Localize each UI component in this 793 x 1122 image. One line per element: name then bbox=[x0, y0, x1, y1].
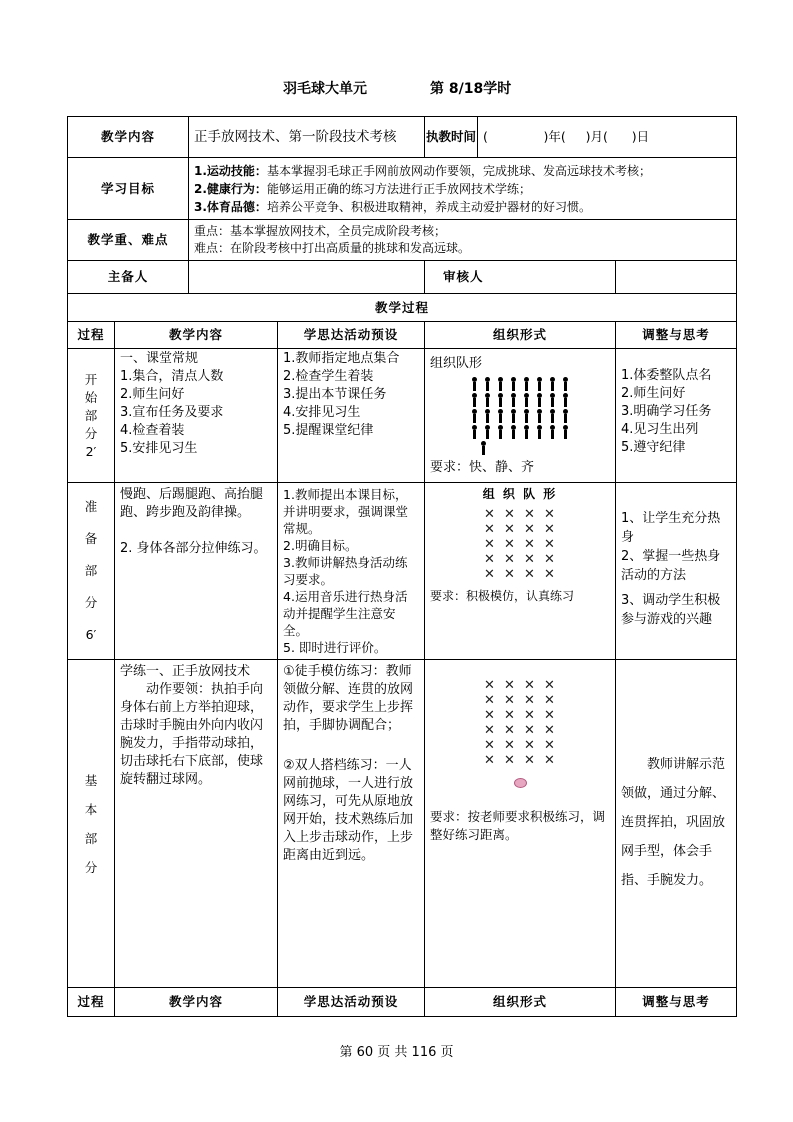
cross-mark-icon: ✕ bbox=[484, 753, 495, 768]
preparer-value bbox=[189, 261, 425, 294]
page-number: 第 60 页 共 116 页 bbox=[339, 1045, 454, 1060]
main-content-body: 动作要领：执拍手向身体右前上方举拍迎球，击球时手腕由外向内收闪腕发力，手指带动球拍，切击球托右下底部，使球旋转翻过球网。 bbox=[120, 682, 264, 787]
formation-note: 要求：快、静、齐 bbox=[430, 460, 535, 475]
key-points-label: 教学重、难点 bbox=[68, 220, 189, 261]
standing-person-icon bbox=[484, 393, 491, 408]
cross-mark-icon: ✕ bbox=[544, 708, 555, 723]
cross-mark-icon: ✕ bbox=[524, 738, 535, 753]
standing-person-icon bbox=[471, 409, 478, 424]
cross-mark-icon: ✕ bbox=[524, 723, 535, 738]
cross-mark-icon: ✕ bbox=[544, 753, 555, 768]
preparer-label: 主备人 bbox=[68, 261, 189, 294]
standing-person-icon bbox=[549, 377, 556, 392]
cross-mark-icon: ✕ bbox=[484, 537, 495, 552]
col-header-content: 教学内容 bbox=[115, 988, 278, 1017]
cross-mark-icon: ✕ bbox=[524, 753, 535, 768]
cross-mark-icon: ✕ bbox=[504, 522, 515, 537]
standing-person-icon bbox=[497, 425, 504, 440]
warmup-reflection: 1、让学生充分热身 2、掌握一些热身活动的方法 3、调动学生积极参与游戏的兴趣 bbox=[616, 483, 737, 660]
cross-mark-icon: ✕ bbox=[544, 507, 555, 522]
standing-person-icon bbox=[536, 425, 543, 440]
cross-mark-icon: ✕ bbox=[524, 678, 535, 693]
cross-mark-icon: ✕ bbox=[504, 507, 515, 522]
standing-person-icon bbox=[484, 425, 491, 440]
standing-person-icon bbox=[497, 393, 504, 408]
process-title: 教学过程 bbox=[68, 294, 737, 322]
standing-person-icon bbox=[523, 393, 530, 408]
cross-mark-icon: ✕ bbox=[504, 678, 515, 693]
cross-mark-icon: ✕ bbox=[504, 708, 515, 723]
main-reflection: 教师讲解示范领做，通过分解、连贯挥拍，巩固放网手型，体会手指、手腕发力。 bbox=[616, 660, 737, 988]
standing-person-icon bbox=[510, 409, 517, 424]
cross-mark-icon: ✕ bbox=[544, 738, 555, 753]
standing-person-icon bbox=[562, 425, 569, 440]
cross-mark-icon: ✕ bbox=[484, 678, 495, 693]
col-header-reflection: 调整与思考 bbox=[616, 322, 737, 349]
cross-mark-icon: ✕ bbox=[524, 708, 535, 723]
standing-person-icon bbox=[536, 377, 543, 392]
standing-person-icon bbox=[480, 441, 487, 456]
shuttlecock-icon bbox=[514, 778, 527, 788]
standing-person-icon bbox=[510, 393, 517, 408]
cross-mark-icon: ✕ bbox=[504, 567, 515, 582]
cross-mark-icon: ✕ bbox=[524, 507, 535, 522]
col-header-reflection: 调整与思考 bbox=[616, 988, 737, 1017]
cross-mark-icon: ✕ bbox=[544, 567, 555, 582]
warmup-activities: 1.教师提出本课目标，并讲明要求，强调课堂常规。 2.明确目标。 3.教师讲解热身活动练习要求。 4.运用音乐进行热身活动并提醒学生注意安全。 5. 即时进行评价。 bbox=[278, 483, 425, 660]
formation-title: 组 织 队 形 bbox=[482, 487, 558, 501]
goal-item: 2.健康行为：能够运用正确的练习方法进行正手放网技术学练； bbox=[194, 181, 531, 196]
col-header-activities: 学思达活动预设 bbox=[278, 322, 425, 349]
standing-person-icon bbox=[562, 393, 569, 408]
standing-person-icon bbox=[549, 393, 556, 408]
lesson-plan-table bbox=[67, 116, 737, 1017]
cross-mark-icon: ✕ bbox=[504, 693, 515, 708]
cross-mark-icon: ✕ bbox=[544, 693, 555, 708]
cross-mark-icon: ✕ bbox=[504, 552, 515, 567]
cross-mark-icon: ✕ bbox=[524, 567, 535, 582]
cross-mark-icon: ✕ bbox=[484, 507, 495, 522]
reviewer-label: 审核人 bbox=[425, 261, 616, 294]
standing-person-icon bbox=[471, 425, 478, 440]
cross-mark-icon: ✕ bbox=[524, 537, 535, 552]
warmup-organization bbox=[425, 483, 616, 660]
formation-note: 要求：按老师要求积极练习，调整好练习距离。 bbox=[430, 809, 606, 842]
standing-person-icon bbox=[484, 377, 491, 392]
standing-person-icon bbox=[471, 393, 478, 408]
key-point-item: 重点：基本掌握放网技术，全员完成阶段考核； bbox=[194, 224, 447, 238]
cross-mark-icon: ✕ bbox=[504, 738, 515, 753]
stage-main: 基 本 部 分 bbox=[68, 660, 115, 988]
col-header-content: 教学内容 bbox=[115, 322, 278, 349]
goal-item: 1.运动技能：基本掌握羽毛球正手网前放网动作要领，完成挑球、发高远球技术考核； bbox=[194, 163, 651, 178]
opening-content: 一、课堂常规 1.集合，清点人数 2.师生问好 3.宣布任务及要求 4.检查着装 5.安排见习生 bbox=[115, 349, 278, 483]
formation-title: 组织队形 bbox=[430, 356, 483, 371]
standing-person-icon bbox=[471, 377, 478, 392]
content-value: 正手放网技术、第一阶段技术考核 bbox=[189, 117, 425, 158]
standing-person-icon bbox=[549, 409, 556, 424]
date-label: 执教时间 bbox=[425, 117, 478, 158]
reviewer-value bbox=[616, 261, 737, 294]
cross-mark-icon: ✕ bbox=[544, 537, 555, 552]
standing-person-icon bbox=[562, 377, 569, 392]
key-points bbox=[189, 220, 737, 261]
standing-person-icon bbox=[523, 409, 530, 424]
standing-person-icon bbox=[510, 425, 517, 440]
goals-label: 学习目标 bbox=[68, 158, 189, 220]
standing-person-icon bbox=[523, 377, 530, 392]
cross-mark-icon: ✕ bbox=[484, 552, 495, 567]
cross-mark-icon: ✕ bbox=[524, 552, 535, 567]
col-header-activities: 学思达活动预设 bbox=[278, 988, 425, 1017]
cross-mark-icon: ✕ bbox=[524, 693, 535, 708]
cross-mark-icon: ✕ bbox=[504, 723, 515, 738]
main-content-title: 学练一、正手放网技术 bbox=[120, 664, 251, 679]
formation-x-grid bbox=[430, 678, 610, 768]
cross-mark-icon: ✕ bbox=[484, 708, 495, 723]
standing-person-icon bbox=[497, 377, 504, 392]
opening-organization bbox=[425, 349, 616, 483]
formation-note: 要求：积极模仿，认真练习 bbox=[430, 589, 575, 603]
cross-mark-icon: ✕ bbox=[544, 723, 555, 738]
goals-list bbox=[189, 158, 737, 220]
content-label: 教学内容 bbox=[68, 117, 189, 158]
col-header-organization: 组织形式 bbox=[425, 988, 616, 1017]
cross-mark-icon: ✕ bbox=[544, 678, 555, 693]
standing-person-icon bbox=[484, 409, 491, 424]
cross-mark-icon: ✕ bbox=[484, 738, 495, 753]
opening-activities: 1.教师指定地点集合 2.检查学生着装 3.提出本节课任务 4.安排见习生 5.提醒课堂纪律 bbox=[278, 349, 425, 483]
main-content bbox=[115, 660, 278, 988]
opening-reflection: 1.体委整队点名 2.师生问好 3.明确学习任务 4.见习生出列 5.遵守纪律 bbox=[616, 349, 737, 483]
cross-mark-icon: ✕ bbox=[544, 552, 555, 567]
standing-person-icon bbox=[510, 377, 517, 392]
cross-mark-icon: ✕ bbox=[484, 723, 495, 738]
cross-mark-icon: ✕ bbox=[544, 522, 555, 537]
standing-person-icon bbox=[523, 425, 530, 440]
stage-opening: 开 始 部 分 2′ bbox=[68, 349, 115, 483]
cross-mark-icon: ✕ bbox=[504, 537, 515, 552]
cross-mark-icon: ✕ bbox=[524, 522, 535, 537]
cross-mark-icon: ✕ bbox=[484, 567, 495, 582]
col-header-organization: 组织形式 bbox=[425, 322, 616, 349]
main-organization bbox=[425, 660, 616, 988]
cross-mark-icon: ✕ bbox=[504, 753, 515, 768]
standing-person-icon bbox=[549, 425, 556, 440]
standing-person-icon bbox=[536, 409, 543, 424]
col-header-stage: 过程 bbox=[68, 988, 115, 1017]
formation-people bbox=[430, 377, 610, 457]
goal-item: 3.体育品德：培养公平竞争、积极进取精神，养成主动爱护器材的好习惯。 bbox=[194, 199, 591, 214]
formation-x-grid bbox=[430, 507, 610, 582]
warmup-content: 慢跑、后踢腿跑、高抬腿跑、跨步跑及韵律操。 2. 身体各部分拉伸练习。 bbox=[115, 483, 278, 660]
unit-title: 羽毛球大单元 bbox=[283, 81, 367, 97]
standing-person-icon bbox=[536, 393, 543, 408]
main-activities: ①徒手模仿练习：教师领做分解、连贯的放网动作，要求学生上步挥拍，手脚协调配合； ②双人搭档练习：一人网前抛球，一人进行放网练习，可先从原地放网开始，技术熟练后加入上步击球动作，上步距离由近到远。 bbox=[278, 660, 425, 988]
cross-mark-icon: ✕ bbox=[484, 522, 495, 537]
key-point-item: 难点：在阶段考核中打出高质量的挑球和发高远球。 bbox=[194, 241, 471, 255]
standing-person-icon bbox=[562, 409, 569, 424]
standing-person-icon bbox=[497, 409, 504, 424]
date-value: ( )年( )月( )日 bbox=[478, 117, 737, 158]
cross-mark-icon: ✕ bbox=[484, 693, 495, 708]
stage-warmup: 准 备 部 分 6′ bbox=[68, 483, 115, 660]
lesson-number: 第 8/18学时 bbox=[430, 81, 512, 97]
col-header-stage: 过程 bbox=[68, 322, 115, 349]
